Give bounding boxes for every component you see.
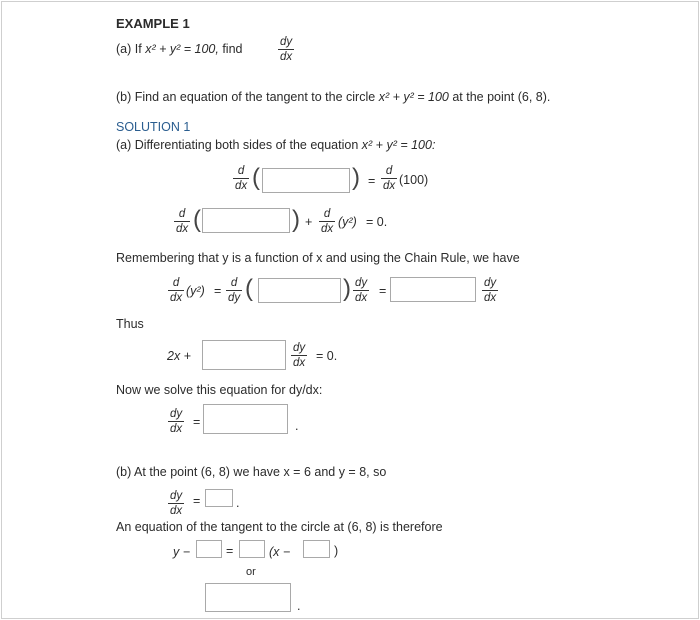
part-a-prefix: (a) If	[116, 42, 142, 56]
answer-box-7[interactable]	[205, 489, 233, 507]
or-label: or	[246, 566, 256, 578]
part-a-intro: (a) Differentiating both sides of the equation x² + y² = 100:	[116, 138, 436, 152]
answer-box-1[interactable]	[262, 168, 350, 193]
d-dx-fraction: d dx	[383, 165, 396, 192]
thus-label: Thus	[116, 317, 144, 331]
part-b-equation: x² + y² = 100	[378, 90, 449, 104]
solve-text: Now we solve this equation for dy/dx:	[116, 383, 323, 397]
dy-dx-fraction: dy dx	[280, 36, 293, 63]
part-a-equation: x² + y² = 100,	[145, 42, 219, 56]
dy-dx-fraction: dy dx	[355, 277, 368, 304]
example-title: EXAMPLE 1	[116, 16, 190, 31]
part-a-question	[116, 42, 242, 57]
dy-dx-fraction: dy dx	[293, 342, 306, 369]
tangent-text: An equation of the tangent to the circle at (6, 8) is therefore	[116, 520, 443, 534]
d-dy-fraction: d dy	[228, 277, 241, 304]
part-b-point: (6, 8).	[517, 90, 551, 104]
answer-box-6[interactable]	[203, 404, 288, 434]
chain-rule-text: Remembering that y is a function of x and using the Chain Rule, we have	[116, 251, 520, 265]
part-b-question: (b) Find an equation of the tangent to the circle x² + y² = 100 at the point (6, 8).	[116, 90, 551, 104]
part-b-intro: (b) At the point (6, 8) we have x = 6 and y = 8, so	[116, 465, 387, 479]
dy-dx-fraction: dy dx	[170, 408, 183, 435]
answer-box-10[interactable]	[303, 540, 330, 558]
answer-box-2[interactable]	[202, 208, 290, 233]
d-dx-fraction: d dx	[176, 208, 189, 235]
answer-box-3[interactable]	[258, 278, 341, 303]
d-dx-fraction: d dx	[235, 165, 248, 192]
d-dx-fraction: d dx	[321, 208, 334, 235]
answer-box-8[interactable]	[196, 540, 222, 558]
worksheet-panel: EXAMPLE 1 (a) If x² + y² = 100, find dy dx (b) Find an equation of the tangent to the circle x² + y² = 100 at the point (6, 8). SOLUTION 1 (a) Differentiating both sides of the equation x² + y² = 100: d dx ( ) = d dx (100) d dx ( ) + d dx (y²) = 0. Remembering that y is a function of x and using the Chain Rule, we have d dx (y²) = d dy ( ) dy dx = dy dx Thus 2x + dy dx = 0. Now we solve this equation for dy/dx: dy dx = . (b) At the point (6, 8) we have x = 6 and y = 8, so dy dx = . An equation of the tangent to the circle at (6, 8) is therefore y − = (x − ) or .	[1, 1, 699, 619]
dy-dx-fraction: dy dx	[170, 490, 183, 517]
part-a-find: find	[222, 42, 243, 56]
answer-box-4[interactable]	[390, 277, 476, 302]
d-dx-fraction: d dx	[170, 277, 183, 304]
dy-dx-fraction: dy dx	[484, 277, 497, 304]
answer-box-5[interactable]	[202, 340, 286, 370]
answer-box-9[interactable]	[239, 540, 265, 558]
answer-box-11[interactable]	[205, 583, 291, 612]
rhs-100: (100)	[399, 173, 429, 187]
solution-label: SOLUTION 1	[116, 120, 191, 134]
